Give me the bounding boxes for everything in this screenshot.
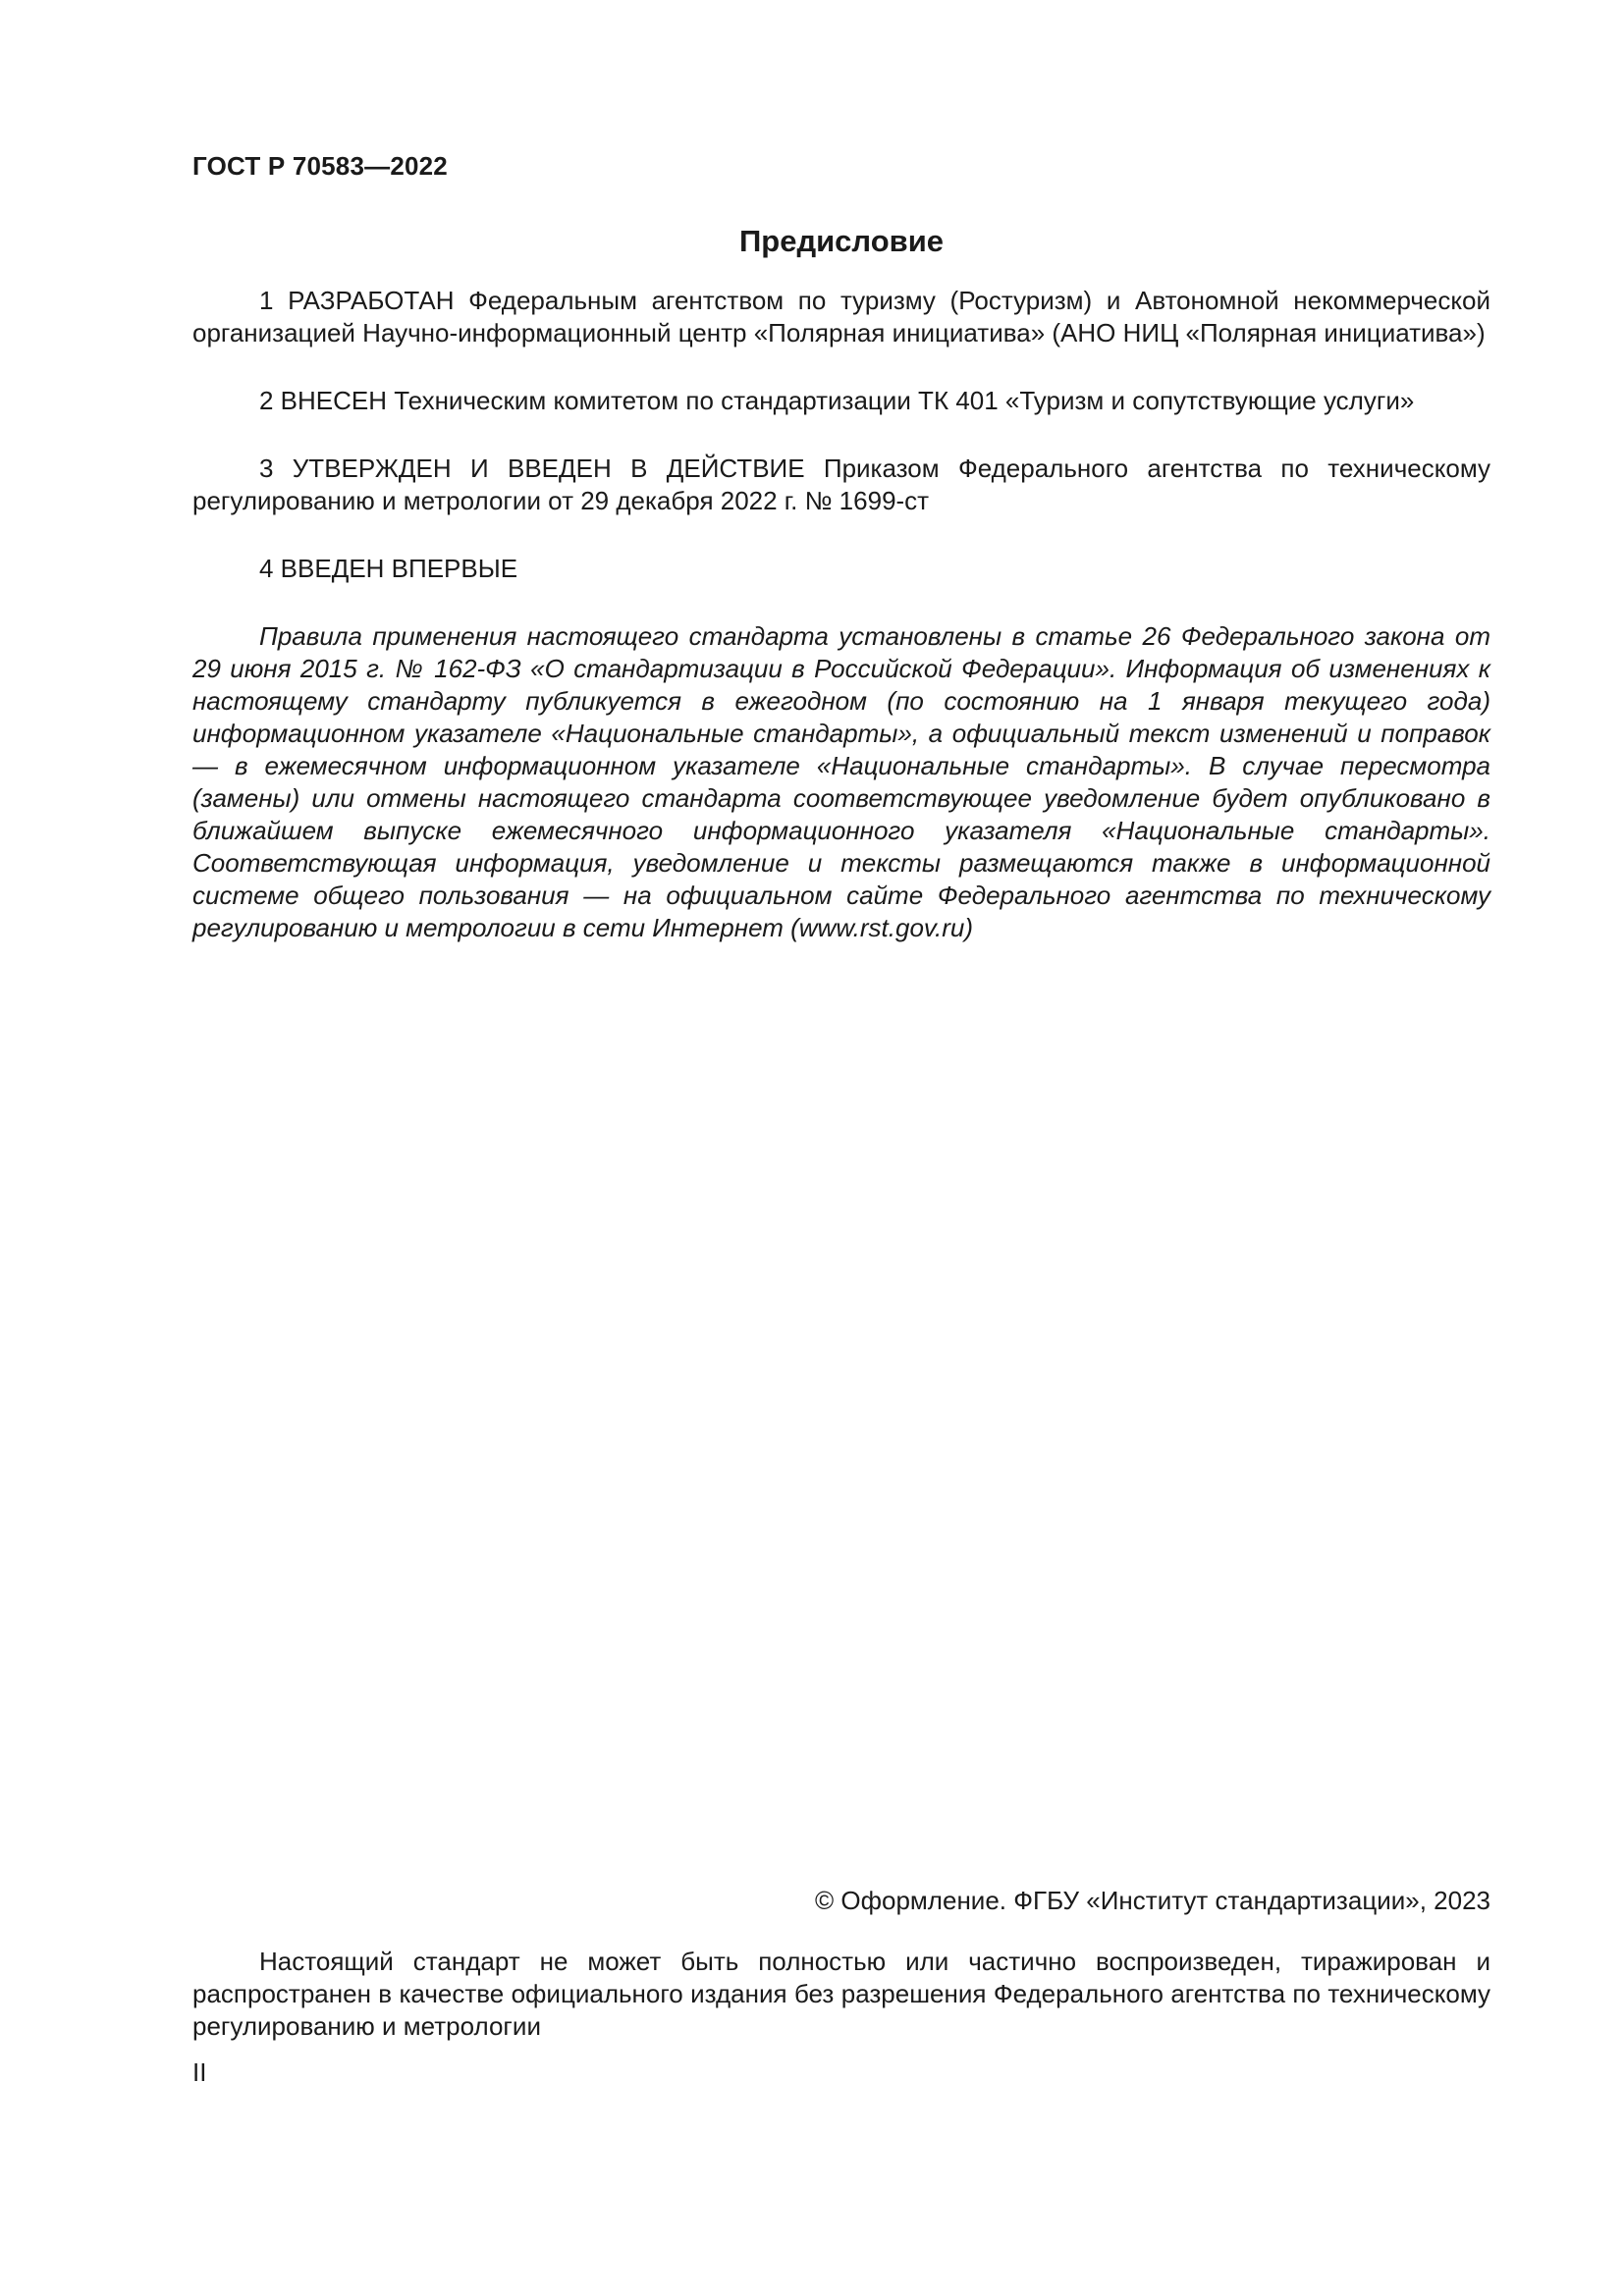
- copyright-line: © Оформление. ФГБУ «Институт стандартизации», 2023: [815, 1886, 1490, 1915]
- standard-code: ГОСТ Р 70583—2022: [192, 151, 448, 181]
- reproduction-notice: Настоящий стандарт не может быть полностью или частично воспроизведен, тиражирован и распространен в качестве официального издания без разрешения Федерального агентства по техническому регулированию и метрологии: [192, 1947, 1490, 2041]
- page-title: Предисловие: [738, 224, 944, 258]
- application-rules-note: Правила применения настоящего стандарта установлены в статье 26 Федерального закона от 29 июня 2015 г. № 162-ФЗ «О стандартизации в Российской Федерации». Информация об изменениях к настоящему стандарту публикуется в ежегодном (по состоянию на 1 января текущего года) информационном указателе «Национальные стандарты», а официальный текст изменений и поправок — в ежемесячном информационном указателе «Национальные стандарты». В случае пересмотра (замены) или отмены настоящего стандарта соответствующее уведомление будет опубликовано в ближайшем выпуске ежемесячного информационного указателя «Национальные стандарты». Соответствующая информация, уведомление и тексты размещаются также в информационной системе общего пользования — на официальном сайте Федерального агентства по техническому регулированию и метрологии в сети Интернет (www.rst.gov.ru): [192, 621, 1490, 942]
- foreword-item-approved: 3 УТВЕРЖДЕН И ВВЕДЕН В ДЕЙСТВИЕ Приказом Федерального агентства по техническому регулированию и метрологии от 29 декабря 2022 г. № 1699-ст: [192, 454, 1490, 515]
- foreword-item-developed: 1 РАЗРАБОТАН Федеральным агентством по туризму (Ростуризм) и Автономной некоммерческой организацией Научно-информационный центр «Полярная инициатива» (АНО НИЦ «Полярная инициатива»): [192, 286, 1490, 347]
- foreword-item-first-introduced: 4 ВВЕДЕН ВПЕРВЫЕ: [259, 554, 518, 583]
- foreword-item-submitted: 2 ВНЕСЕН Техническим комитетом по стандартизации ТК 401 «Туризм и сопутствующие услуги»: [259, 386, 1415, 415]
- foreword-body: [192, 285, 1490, 944]
- page-number: II: [192, 2057, 207, 2087]
